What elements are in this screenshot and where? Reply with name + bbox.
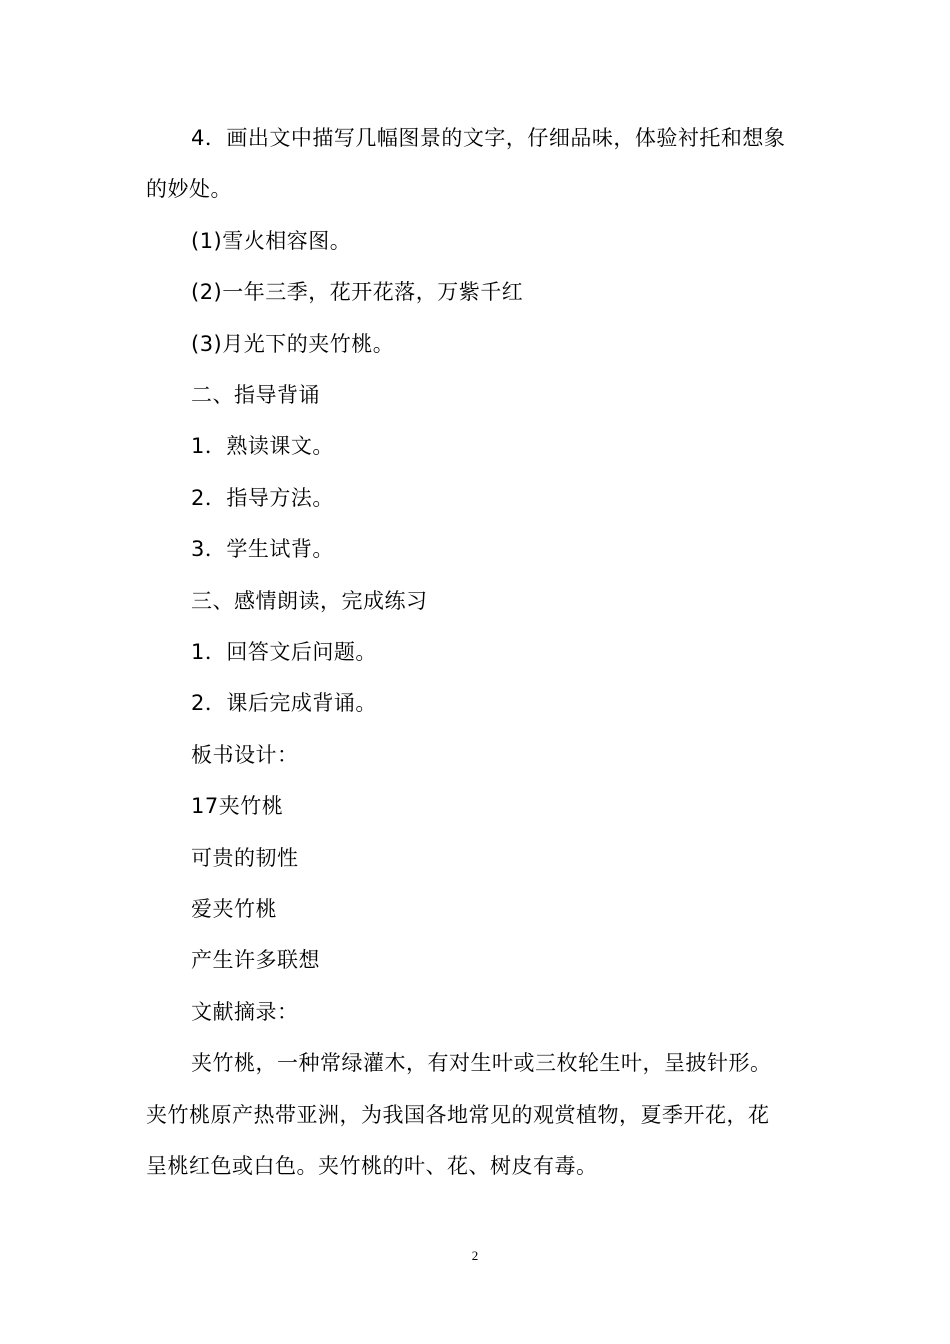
blackboard-point-1: 可贵的韧性 [191, 846, 299, 870]
blackboard-point-3: 产生许多联想 [191, 948, 320, 972]
blackboard-point-2: 爱夹竹桃 [191, 897, 277, 921]
list-item-recite-2: 2．指导方法。 [191, 486, 334, 510]
list-item-scene-2: (2)一年三季，花开花落，万紫千红 [191, 280, 524, 304]
list-item-recite-3: 3．学生试背。 [191, 537, 334, 561]
section-heading-3: 三、感情朗读，完成练习 [191, 589, 428, 613]
blackboard-design-label: 板书设计： [191, 743, 299, 767]
list-item-practice-1: 1．回答文后问题。 [191, 640, 377, 664]
blackboard-title: 17夹竹桃 [191, 794, 284, 818]
section-heading-2: 二、指导背诵 [191, 383, 320, 407]
list-item-recite-1: 1．熟读课文。 [191, 434, 334, 458]
page-number: 2 [471, 1248, 479, 1263]
excerpt-paragraph-line-3: 呈桃红色或白色。夹竹桃的叶、花、树皮有毒。 [146, 1154, 598, 1178]
excerpt-paragraph-line-2: 夹竹桃原产热带亚洲，为我国各地常见的观赏植物，夏季开花，花 [146, 1103, 770, 1127]
excerpt-paragraph-line-1: 夹竹桃，一种常绿灌木，有对生叶或三枚轮生叶，呈披针形。 [191, 1051, 772, 1075]
literature-excerpt-label: 文献摘录： [191, 1000, 299, 1024]
list-item-scene-3: (3)月光下的夹竹桃。 [191, 332, 395, 356]
paragraph-step-4-line-2: 的妙处。 [146, 177, 232, 201]
paragraph-step-4-line-1: 4．画出文中描写几幅图景的文字，仔细品味，体验衬托和想象 [191, 126, 786, 150]
list-item-scene-1: (1)雪火相容图。 [191, 229, 352, 253]
list-item-practice-2: 2．课后完成背诵。 [191, 691, 377, 715]
